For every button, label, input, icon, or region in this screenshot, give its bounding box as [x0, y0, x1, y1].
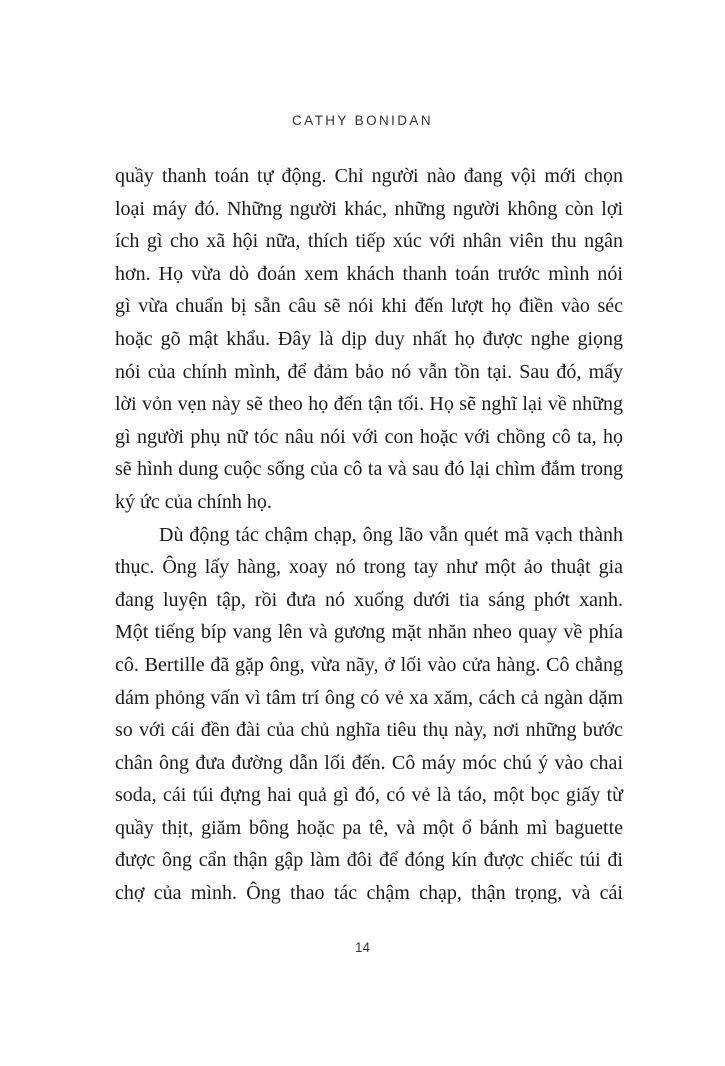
text-line: dám phỏng vấn vì tâm trí ông có vẻ xa xăm, cách cả ngàn dặm — [115, 686, 623, 709]
text-line: ích gì cho xã hội nữa, thích tiếp xúc với nhân viên thu ngân — [115, 230, 623, 253]
text-line: chân ông đưa đường dẫn lối đến. Cô máy móc chú ý vào chai — [115, 751, 623, 774]
text-line: quầy thịt, giăm bông hoặc pa tê, và một ổ bánh mì baguette — [115, 816, 623, 839]
text-line: lời vỏn vẹn này sẽ theo họ đến tận tối. Họ sẽ nghĩ lại về những — [115, 393, 623, 416]
body-text — [115, 160, 623, 910]
text-line: gì người phụ nữ tóc nâu nói với con hoặc với chồng cô ta, họ — [115, 425, 623, 448]
running-header-author: CATHY BONIDAN — [292, 113, 433, 128]
text-line: soda, cái túi đựng hai quả gì đó, có vẻ là táo, một bọc giấy từ — [115, 784, 623, 807]
text-line: hơn. Họ vừa dò đoán xem khách thanh toán trước mình nói — [115, 262, 623, 285]
text-line: Dù động tác chậm chạp, ông lão vẫn quét mã vạch thành — [159, 523, 623, 546]
text-line: gì vừa chuẩn bị sẵn câu sẽ nói khi đến lượt họ điền vào séc — [115, 295, 623, 318]
text-line: cô. Bertille đã gặp ông, vừa nãy, ở lối vào cửa hàng. Cô chẳng — [115, 653, 623, 676]
text-line: sẽ hình dung cuộc sống của cô ta và sau đó lại chìm đắm trong — [115, 458, 623, 481]
text-line: nói của chính mình, để đảm bảo nó vẫn tồn tại. Sau đó, mấy — [115, 360, 623, 383]
text-line: hoặc gõ mật khẩu. Đây là dịp duy nhất họ được nghe giọng — [115, 327, 623, 350]
text-line: Một tiếng bíp vang lên và gương mặt nhăn nheo quay về phía — [115, 621, 623, 644]
text-line: loại máy đó. Những người khác, những người không còn lợi — [115, 197, 623, 220]
text-line: đang luyện tập, rồi đưa nó xuống dưới tia sáng phớt xanh. — [115, 588, 623, 611]
text-line: so với cái đền đài của chủ nghĩa tiêu thụ này, nơi những bước — [115, 719, 623, 742]
text-line: thục. Ông lấy hàng, xoay nó trong tay như một ảo thuật gia — [115, 556, 623, 579]
page-number: 14 — [354, 940, 371, 955]
text-line: ký ức của chính họ. — [115, 490, 272, 513]
text-line: được ông cẩn thận gập làm đôi để đóng kín được chiếc túi đi — [115, 849, 623, 872]
text-line: quầy thanh toán tự động. Chỉ người nào đang vội mới chọn — [115, 165, 623, 187]
text-line: chợ của mình. Ông thao tác chậm chạp, thận trọng, và cái — [115, 882, 623, 905]
